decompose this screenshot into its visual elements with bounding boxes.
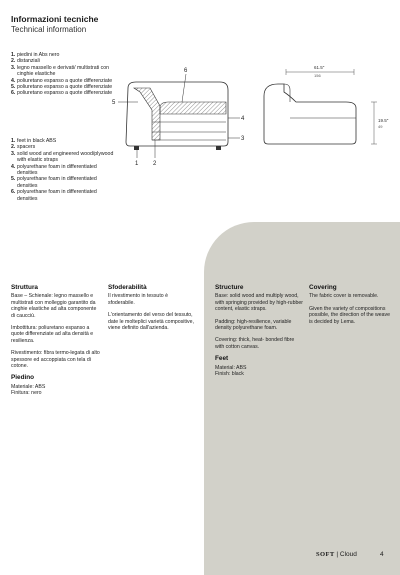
list-item: 1. piedini in Abs nero [11,52,60,58]
structure-text: Base: solid wood and multiply wood, with springing provided by high-rubber content, elastic straps. [215,293,303,313]
struttura-section [11,285,101,397]
callout-4: 4 [241,116,245,122]
covering-section [309,285,393,331]
piedino-finish: Finitura: nero [11,390,42,397]
model-name: Cloud [339,551,357,558]
foot [134,146,139,150]
feet-finish: Finish: black [215,371,244,378]
english-info-panel [204,222,400,575]
feet-material: Material: ABS [215,364,247,371]
dimension-top-cm: 156 [314,73,321,78]
covering-material-text: Covering: thick, heat- bonded fibre with cotton canvas. [215,337,295,350]
footer-separator: | [336,551,339,558]
list-item: 4. poliuretano espanso a quote differenziate [11,77,113,84]
page-number: 4 [380,551,384,558]
foot [216,146,221,150]
list-item: 3. legno massello e derivati/ multistrati con cinghie elastiche [11,64,109,78]
side-body [264,84,356,144]
list-item: 5. poliuretano espanso a quote differenziate [11,84,113,91]
feet-heading: Feet [215,355,229,363]
list-item: 3. solid wood and engineered wood/plywood with elastic straps [11,150,114,164]
seat-foam [160,102,226,114]
list-item: 6. polyurethane foam in differentiated densities [11,189,97,202]
callout-6: 6 [184,68,188,74]
covering-note: Given the variety of compositions possible, the direction of the weave is decided by Lema. [309,305,391,325]
footer-brand-line [316,551,357,558]
sofa-section-drawing [100,62,250,172]
callout-1: 1 [135,161,139,167]
list-item: 6. poliuretano espanso a quote differenziate [11,90,113,97]
callout-3: 3 [241,136,245,142]
sfoderabilita-text: Il rivestimento in tessuto è sfoderabile. [108,293,168,306]
sfoderabilita-heading: Sfoderabilità [108,284,147,291]
dimension-side-cm: 49 [378,124,383,129]
list-item: 4. polyurethane foam in differentiated densities [11,163,97,177]
padding-text: Padding: high-resilience, variable density polyurethane foam. [215,318,292,332]
struttura-text: Base – Schienale: legno massello e multistrati con molleggio garantito da cinghie elastiche ad alta componente di caucciù. [11,293,97,319]
callout-2: 2 [153,161,157,167]
list-item: 2. spacers [11,144,36,151]
title-italian: Informazioni tecniche [11,14,99,24]
list-item: 1. feet in black ABS [11,138,57,144]
piedino-material: Materiale: ABS [11,383,46,390]
brand-name: SOFT [316,551,335,558]
covering-heading: Covering [309,284,337,291]
structure-section [215,285,303,377]
covering-text: The fabric cover is removable. [309,293,379,300]
rivestimento-text: Rivestimento: fibra termo-legata di alto spessore ed accoppiata con tela di cotone. [11,350,100,370]
struttura-heading: Struttura [11,284,38,291]
dimension-top: 61.5" [314,65,325,70]
callout-5: 5 [112,100,116,106]
list-item: 5. polyurethane foam in differentiated densities [11,176,97,189]
imbottitura-text: Imbottitura: poliuretano espanso a quote differenziate ad alta densità e resilienza. [11,325,94,344]
sfoderabilita-note: L'orientamento del verso del tessuto, date le molteplici varietà compositive, viene definito dall'azienda. [108,312,194,332]
sfoderabilita-section [108,285,196,337]
title-english: Technical information [11,25,87,34]
dimension-side: 19.5" [378,118,389,123]
sofa-side-drawing [250,62,398,162]
piedino-heading: Piedino [11,374,35,382]
structure-heading: Structure [215,284,244,291]
list-item: 2. distanziali [11,58,40,65]
